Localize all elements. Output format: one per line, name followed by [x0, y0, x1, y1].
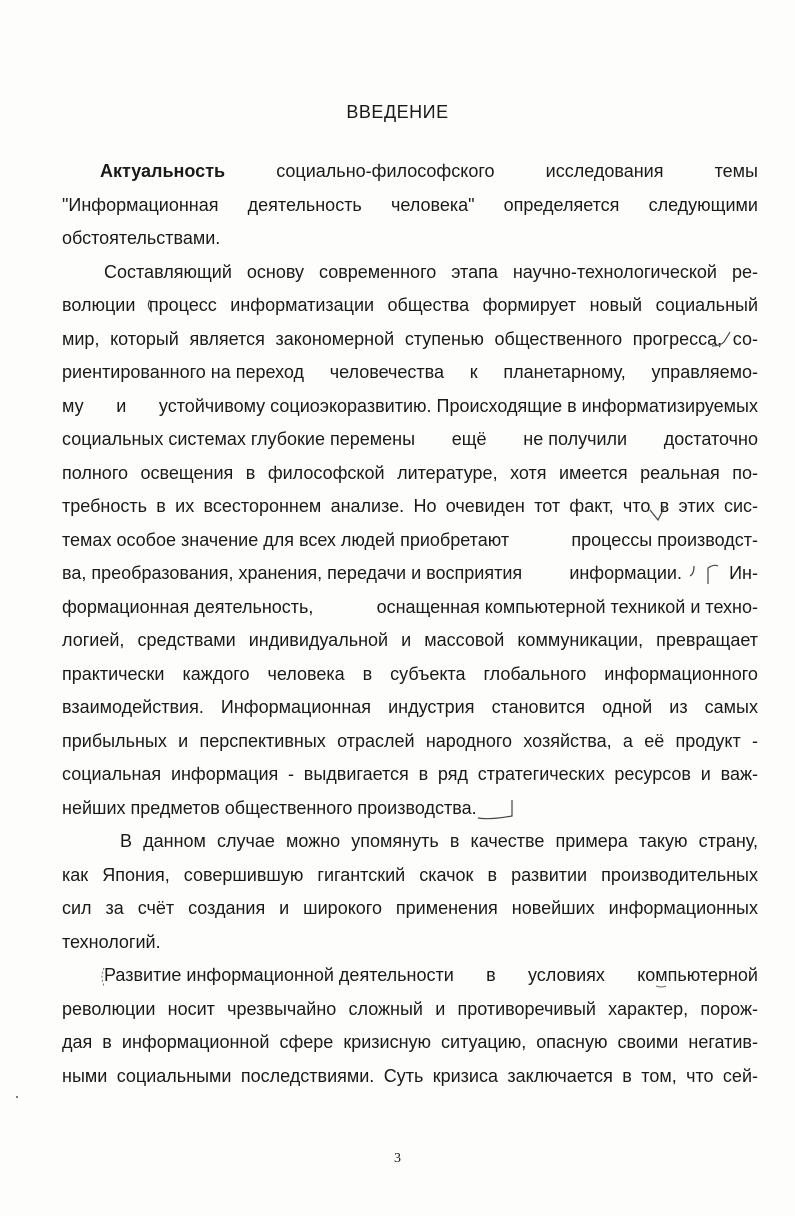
page-number: 3 — [394, 1151, 401, 1166]
p2-line-12: логией, средствами индивидуальной и массовой коммуникации, превращает — [62, 630, 758, 650]
p2-line-4 — [62, 361, 758, 383]
word: исследования — [545, 161, 664, 181]
word: устойчивому социоэкоразвитию. Происходящие в информатизируемых — [158, 396, 758, 416]
word: формационная деятельность, — [62, 597, 314, 617]
word: "Информационная — [62, 195, 219, 215]
pencil-tick-mark — [656, 986, 666, 987]
word: условиях — [528, 965, 605, 985]
word: процессы производст- — [571, 530, 758, 550]
p2-line-8: требность в их всестороннем анализе. Но очевиден тот факт, что в этих сис- — [62, 496, 758, 516]
page-heading: ВВЕДЕНИЕ — [346, 102, 449, 122]
word: оснащенная компьютерной техникой и техно- — [376, 597, 758, 617]
p3-line-4: технологий. — [62, 932, 161, 952]
word: темы — [714, 161, 758, 181]
word: человека — [267, 664, 345, 684]
p2-line-16: социальная информация - выдвигается в ряд стратегических ресурсов и важ- — [62, 764, 758, 784]
word: Ин- — [729, 563, 758, 583]
word: му — [62, 396, 84, 416]
word: определяется — [503, 195, 620, 215]
word: социально-философского — [276, 161, 495, 181]
p4-line-3: дая в информационной сфере кризисную ситуацию, опасную своими негатив- — [62, 1032, 758, 1052]
word: к — [469, 362, 478, 382]
word: информации. — [569, 563, 682, 583]
word: не получили — [523, 429, 628, 449]
p4-line-1 — [104, 964, 758, 986]
word: практически — [62, 664, 165, 684]
scan-speck — [16, 1096, 18, 1098]
p3-line-1: В данном случае можно упомянуть в качестве примера такую страну, — [120, 831, 758, 851]
word: и — [116, 396, 127, 416]
word: управляемо- — [651, 362, 758, 382]
word: ва, преобразования, хранения, передачи и восприятия — [62, 563, 523, 583]
p1-line-3: обстоятельствами. — [62, 228, 221, 248]
word: человека" — [390, 195, 475, 215]
word: ещё — [451, 429, 487, 449]
p2-line-5 — [62, 395, 758, 417]
p2-line-14: взаимодействия. Информационная индустрия становится одной из самых — [62, 697, 758, 717]
word: социальных системах глубокие перемены — [62, 429, 416, 449]
p2-line-17: нейших предметов общественного производства. — [62, 798, 477, 818]
p2-line-13 — [62, 663, 758, 685]
word: в — [486, 965, 496, 985]
p3-line-2: как Япония, совершившую гигантский скачок в развитии производительных — [62, 865, 758, 885]
word: темах особое значение для всех людей приобретают — [62, 530, 510, 550]
p3-line-3: сил за счёт создания и широкого применения новейших информационных — [62, 898, 758, 918]
word: субъекта — [390, 664, 466, 684]
p1-bold-lead: Актуальность — [100, 161, 226, 181]
p4-line-4: ными социальными последствиями. Суть кризиса заключается в том, что сей- — [62, 1066, 758, 1086]
p2-line-15: прибыльных и перспективных отраслей народного хозяйства, а её продукт - — [62, 731, 758, 751]
p1-line-2 — [62, 194, 758, 216]
word: достаточно — [663, 429, 758, 449]
p2-line-2: волюции процесс информатизации общества формирует новый социальный — [62, 295, 758, 315]
word: человечества — [329, 362, 445, 382]
p2-line-9 — [62, 529, 758, 551]
p4-line-2: революции носит чрезвычайно сложный и противоречивый характер, порож- — [62, 999, 758, 1019]
word: компьютерной — [637, 965, 758, 985]
p2-line-11 — [62, 596, 758, 618]
p2-line-3: мир, который является закономерной ступенью общественного прогресса, со- — [62, 329, 758, 349]
word: каждого — [182, 664, 250, 684]
p2-line-6 — [62, 428, 758, 450]
word: риентированного на переход — [62, 362, 305, 382]
word: информационного — [604, 664, 758, 684]
word: деятельность — [247, 195, 362, 215]
word: глобального — [483, 664, 587, 684]
p2-line-10 — [62, 562, 758, 584]
p2-line-1: Составляющий основу современного этапа научно-технологической ре- — [104, 262, 758, 282]
p2-line-7: полного освещения в философской литературе, хотя имеется реальная по- — [62, 463, 758, 483]
word: планетарному, — [503, 362, 626, 382]
word: Развитие информационной деятельности — [104, 965, 454, 985]
word: следующими — [648, 195, 758, 215]
p1-line-1 — [100, 160, 758, 182]
word: в — [362, 664, 373, 684]
